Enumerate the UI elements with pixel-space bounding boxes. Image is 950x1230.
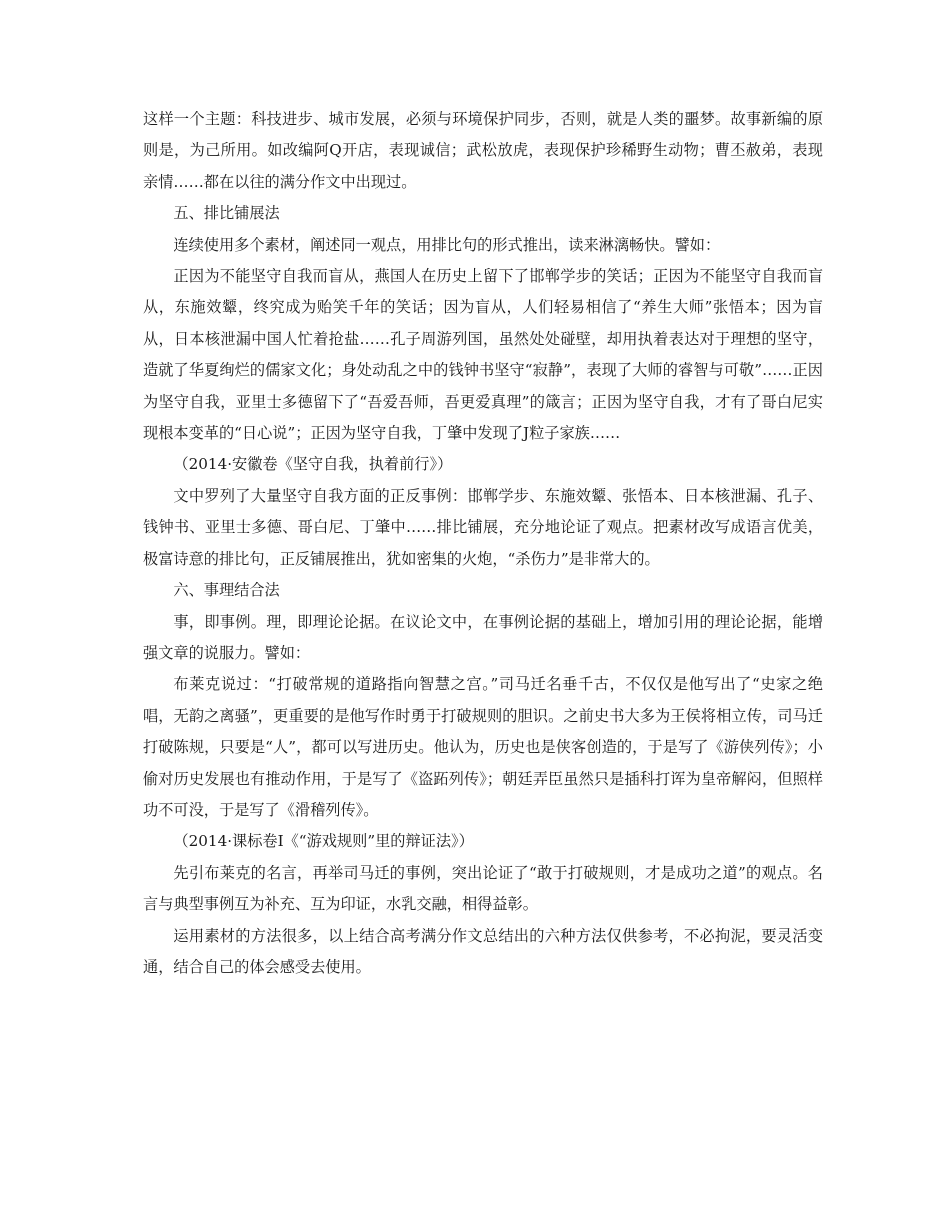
paragraph-conclusion: 运用素材的方法很多，以上结合高考满分作文总结出的六种方法仅供参考，不必拘泥，要灵活变通，结合自己的体会感受去使用。 <box>143 926 823 976</box>
example-source-national: （2014·课标卷Ⅰ《“游戏规则”里的辩证法》） <box>173 832 474 851</box>
paragraph-fact-reason-intro: 事，即事例。理，即理论论据。在议论文中，在事例论据的基础上，增加引用的理论论据，能增强文章的说服力。譬如： <box>143 612 823 662</box>
paragraph-story-adaptation-cont: 这样一个主题：科技进步、城市发展，必须与环境保护同步，否则，就是人类的噩梦。故事新编的原则是，为己所用。如改编阿Q开店，表现诚信；武松放虎，表现保护珍稀野生动物；曹丕赦弟，表现亲情……都在以往的满分作文中出现过。 <box>143 110 823 191</box>
paragraph-parallelism-intro: 连续使用多个素材，阐述同一观点，用排比句的形式推出，读来淋漓畅快。譬如： <box>173 235 721 254</box>
paragraph-parallelism-analysis: 文中罗列了大量坚守自我方面的正反事例：邯郸学步、东施效颦、张悟本、日本核泄漏、孔子、钱钟书、亚里士多德、哥白尼、丁肇中……排比铺展，充分地论证了观点。把素材改写成语言优美，极富诗意的排比句，正反铺展推出，犹如密集的火炮，“杀伤力”是非常大的。 <box>143 486 823 568</box>
example-excerpt-fact-reason: 布莱克说过：“打破常规的道路指向智慧之宫。”司马迁名垂千古，不仅仅是他写出了“史家之绝唱，无韵之离骚”，更重要的是他写作时勇于打破规则的胆识。之前史书大多为王侯将相立传，司马迁打破陈规，只要是“人”，都可以写进历史。他认为，历史也是侠客创造的，于是写了《游侠列传》；小偷对历史发展也有推动作用，于是写了《盗跖列传》；朝廷弄臣虽然只是插科打诨为皇帝解闷，但照样功不可没，于是写了《滑稽列传》。 <box>143 675 823 819</box>
paragraph-fact-reason-analysis: 先引布莱克的名言，再举司马迁的事例，突出论证了“敢于打破规则，才是成功之道”的观点。名言与典型事例互为补充、互为印证，水乳交融，相得益彰。 <box>143 863 823 914</box>
section-heading-fact-reason: 六、事理结合法 <box>173 581 280 600</box>
document-page <box>143 104 823 983</box>
section-heading-parallelism: 五、排比铺展法 <box>173 204 280 223</box>
example-source-anhui: （2014·安徽卷《坚守自我，执着前行》） <box>173 455 453 474</box>
example-excerpt-parallelism: 正因为不能坚守自我而盲从，燕国人在历史上留下了邯郸学步的笑话；正因为不能坚守自我而盲从，东施效颦，终究成为贻笑千年的笑话；因为盲从，人们轻易相信了“养生大师”张悟本；因为盲从，日本核泄漏中国人忙着抢盐……孔子周游列国，虽然处处碰壁，却用执着表达对于理想的坚守，造就了华夏绚烂的儒家文化；身处动乱之中的钱钟书坚守“寂静”，表现了大师的睿智与可敬”……正因为坚守自我，亚里士多德留下了“吾爱吾师，吾更爱真理”的箴言；正因为坚守自我，才有了哥白尼实现根本变革的“日心说”；正因为坚守自我，丁肇中发现了J粒子家族…… <box>143 267 823 443</box>
